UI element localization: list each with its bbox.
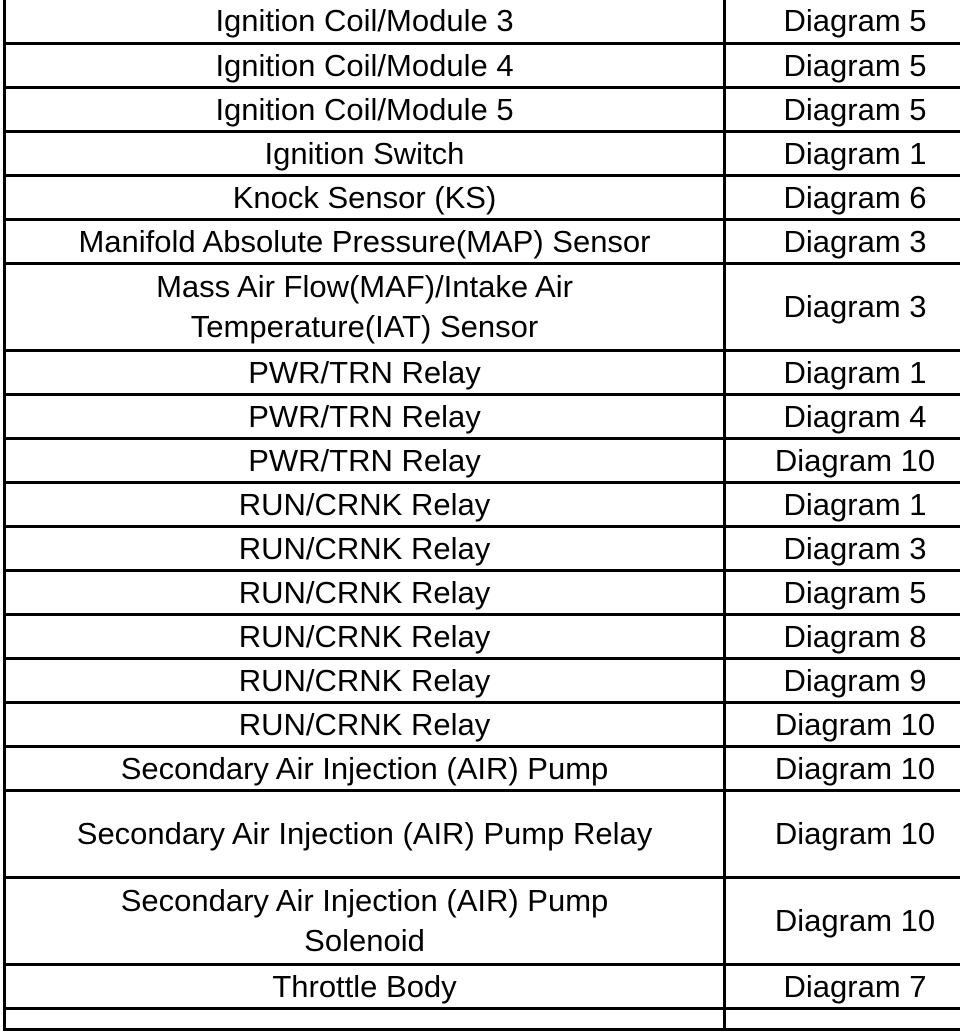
table-row <box>5 747 960 791</box>
component-cell: Ignition Coil/Module 4 <box>5 44 725 88</box>
component-cell: Ignition Switch <box>5 132 725 176</box>
diagram-cell: Diagram 7 <box>725 965 960 1009</box>
table-row <box>5 571 960 615</box>
diagram-cell: Diagram 3 <box>725 264 960 351</box>
table-row <box>5 527 960 571</box>
table-row <box>5 0 960 44</box>
diagram-cell: Diagram 4 <box>725 395 960 439</box>
table-row <box>5 395 960 439</box>
component-cell: RUN/CRNK Relay <box>5 527 725 571</box>
component-cell: Throttle Body <box>5 965 725 1009</box>
diagram-cell: Diagram 3 <box>725 220 960 264</box>
component-cell: Ignition Coil/Module 3 <box>5 0 725 44</box>
component-cell: PWR/TRN Relay <box>5 395 725 439</box>
diagram-cell: Diagram 3 <box>725 527 960 571</box>
table-row <box>5 483 960 527</box>
table-row <box>5 220 960 264</box>
diagram-cell: Diagram 10 <box>725 747 960 791</box>
component-cell: Secondary Air Injection (AIR) Pump <box>5 747 725 791</box>
table-row <box>5 264 960 351</box>
component-cell: Secondary Air Injection (AIR) Pump Solenoid <box>5 878 725 965</box>
table-row <box>5 439 960 483</box>
component-diagram-table <box>3 0 960 1031</box>
diagram-cell: Diagram 10 <box>725 703 960 747</box>
diagram-cell: Diagram 1 <box>725 483 960 527</box>
diagram-cell: Diagram 10 <box>725 439 960 483</box>
component-cell: Knock Sensor (KS) <box>5 176 725 220</box>
table-row <box>5 176 960 220</box>
table-row <box>5 132 960 176</box>
diagram-cell: Diagram 1 <box>725 132 960 176</box>
diagram-cell: Diagram 8 <box>725 615 960 659</box>
table-row <box>5 965 960 1009</box>
table-row <box>5 659 960 703</box>
diagram-cell: Diagram 5 <box>725 0 960 44</box>
component-cell: PWR/TRN Relay <box>5 351 725 395</box>
diagram-cell: Diagram 5 <box>725 88 960 132</box>
component-cell: Mass Air Flow(MAF)/Intake Air Temperature(IAT) Sensor <box>5 264 725 351</box>
table-row <box>5 615 960 659</box>
diagram-cell: Diagram 10 <box>725 791 960 878</box>
component-cell: RUN/CRNK Relay <box>5 659 725 703</box>
component-cell: Secondary Air Injection (AIR) Pump Relay <box>5 791 725 878</box>
table-row <box>5 351 960 395</box>
diagram-cell-empty <box>725 1009 960 1030</box>
component-cell: RUN/CRNK Relay <box>5 483 725 527</box>
component-diagram-table-wrapper <box>3 0 946 1031</box>
table-row <box>5 44 960 88</box>
component-cell: RUN/CRNK Relay <box>5 703 725 747</box>
component-cell: Manifold Absolute Pressure(MAP) Sensor <box>5 220 725 264</box>
component-cell: RUN/CRNK Relay <box>5 571 725 615</box>
diagram-cell: Diagram 9 <box>725 659 960 703</box>
diagram-cell: Diagram 10 <box>725 878 960 965</box>
table-row <box>5 878 960 965</box>
diagram-cell: Diagram 1 <box>725 351 960 395</box>
diagram-cell: Diagram 5 <box>725 44 960 88</box>
diagram-cell: Diagram 5 <box>725 571 960 615</box>
table-row <box>5 791 960 878</box>
table-row <box>5 88 960 132</box>
component-cell: PWR/TRN Relay <box>5 439 725 483</box>
component-cell: Ignition Coil/Module 5 <box>5 88 725 132</box>
table-row-partial <box>5 1009 960 1030</box>
component-cell: RUN/CRNK Relay <box>5 615 725 659</box>
component-cell-empty <box>5 1009 725 1030</box>
diagram-cell: Diagram 6 <box>725 176 960 220</box>
table-row <box>5 703 960 747</box>
